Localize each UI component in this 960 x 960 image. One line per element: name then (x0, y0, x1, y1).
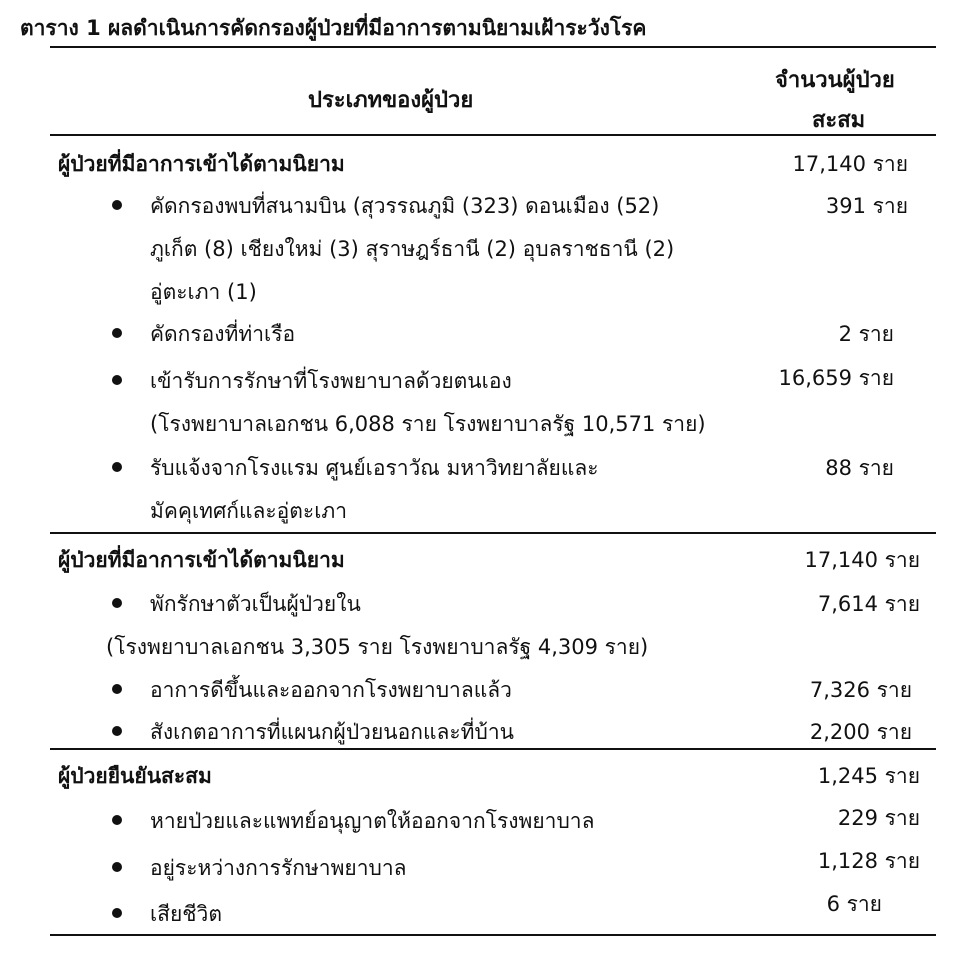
bullet-icon (112, 815, 122, 825)
bullet-icon (112, 862, 122, 872)
item-line: อาการดีขึ้นและออกจากโรงพยาบาลแล้ว (150, 678, 512, 702)
bullet-icon (112, 462, 122, 472)
item-count: 2 ราย (838, 322, 894, 346)
item-line: ภูเก็ต (8) เชียงใหม่ (3) สุราษฎร์ธานี (2) อุบลราชธานี (2) (150, 237, 675, 261)
item-count: 88 ราย (825, 456, 894, 480)
header-rule (50, 134, 936, 136)
section-rule (50, 532, 936, 534)
section-total: 17,140 ราย (792, 152, 908, 176)
item-line: อยู่ระหว่างการรักษาพยาบาล (150, 856, 407, 880)
item-line: สังเกตอาการที่แผนกผู้ป่วยนอกและที่บ้าน (150, 720, 514, 744)
item-line: เข้ารับการรักษาที่โรงพยาบาลด้วยตนเอง (150, 369, 512, 393)
item-count: 7,614 ราย (817, 592, 920, 616)
item-note: (โรงพยาบาลเอกชน 3,305 ราย โรงพยาบาลรัฐ 4,309 ราย) (106, 635, 649, 659)
item-count: 7,326 ราย (809, 678, 912, 702)
item-line: มัคคุเทศก์และอู่ตะเภา (150, 499, 348, 523)
item-line: (โรงพยาบาลเอกชน 6,088 ราย โรงพยาบาลรัฐ 10,571 ราย) (150, 412, 706, 436)
item-count: 2,200 ราย (809, 720, 912, 744)
table-top-rule (50, 46, 936, 48)
bullet-icon (112, 375, 122, 385)
bullet-icon (112, 684, 122, 694)
bullet-icon (112, 598, 122, 608)
table-caption: ตาราง 1 ผลดำเนินการคัดกรองผู้ป่วยที่มีอาการตามนิยามเฝ้าระวังโรค (20, 16, 647, 40)
item-line: อู่ตะเภา (1) (150, 280, 257, 304)
section-title: ผู้ป่วยที่มีอาการเข้าได้ตามนิยาม (58, 548, 345, 572)
item-line: คัดกรองพบที่สนามบิน (สุวรรณภูมิ (323) ดอนเมือง (52) (150, 194, 660, 218)
section-rule (50, 748, 936, 750)
item-count: 229 ราย (837, 806, 920, 830)
item-count: 391 ราย (825, 194, 908, 218)
header-type: ประเภทของผู้ป่วย (308, 88, 474, 113)
bullet-icon (112, 200, 122, 210)
bullet-icon (112, 908, 122, 918)
bullet-icon (112, 328, 122, 338)
item-line: พักรักษาตัวเป็นผู้ป่วยใน (150, 592, 361, 616)
header-count-line1: จำนวนผู้ป่วย (775, 68, 895, 93)
section-title: ผู้ป่วยที่มีอาการเข้าได้ตามนิยาม (58, 152, 345, 176)
item-count: 16,659 ราย (778, 366, 894, 390)
item-line: รับแจ้งจากโรงแรม ศูนย์เอราวัณ มหาวิทยาลัยและ (150, 456, 599, 480)
section-total: 17,140 ราย (804, 548, 920, 572)
item-line: คัดกรองที่ท่าเรือ (150, 322, 296, 346)
item-line: หายป่วยและแพทย์อนุญาตให้ออกจากโรงพยาบาล (150, 809, 595, 833)
table-bottom-rule (50, 934, 936, 936)
section-title: ผู้ป่วยยืนยันสะสม (58, 764, 212, 788)
item-count: 1,128 ราย (817, 849, 920, 873)
section-total: 1,245 ราย (817, 764, 920, 788)
item-count: 6 ราย (826, 892, 882, 916)
item-line: เสียชีวิต (150, 902, 222, 926)
header-count-line2: สะสม (812, 108, 866, 133)
bullet-icon (112, 726, 122, 736)
